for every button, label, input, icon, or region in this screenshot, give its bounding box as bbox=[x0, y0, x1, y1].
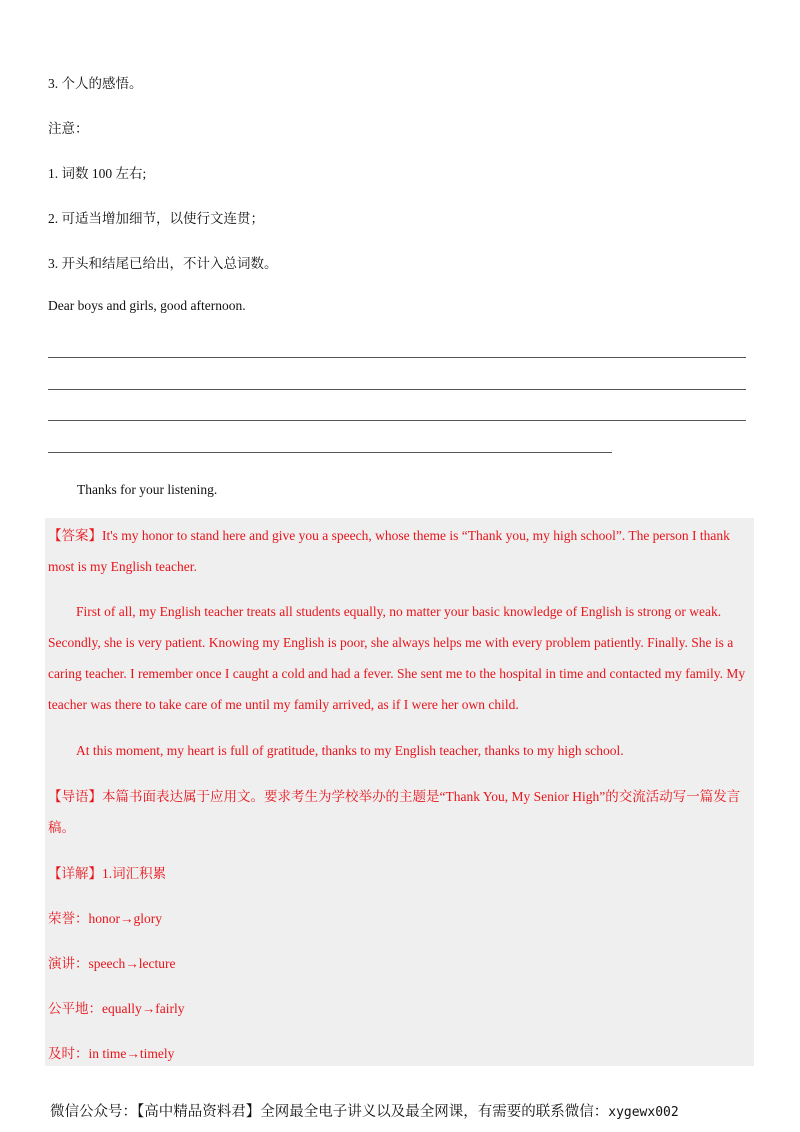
note-details: 2. 可适当增加细节，以使行文连贯； bbox=[48, 211, 264, 226]
note-opening-closing: 3. 开头和结尾已给出，不计入总词数。 bbox=[48, 256, 278, 271]
wechat-id: xygewx002 bbox=[608, 1105, 679, 1120]
answer-paragraph-2: First of all, my English teacher treats all students equally, no matter your basic knowledge of English is strong or weak. Secondly, she is very patient. Knowing my English is poor, she always helps me with every problem patiently. Finally. She is a caring teacher. I remember once I caught a cold and had a fever. She sent me to the hospital in time and contacted my family. My teacher was there to take care of me until my family arrived, as if I were her own child. bbox=[48, 604, 746, 712]
answer-line bbox=[48, 452, 612, 453]
guide-paragraph: 【导语】本篇书面表达属于应用文。要求考生为学校举办的主题是“Thank You, My Senior High”的交流活动写一篇发言稿。 bbox=[48, 789, 741, 835]
speech-opening: Dear boys and girls, good afternoon. bbox=[48, 298, 246, 313]
vocab-item: 荣誉：honor→glory bbox=[48, 911, 162, 926]
detail-tag: 【详解】 bbox=[48, 866, 102, 881]
notes-heading: 注意： bbox=[48, 121, 89, 136]
note-word-count: 1. 词数 100 左右; bbox=[48, 166, 147, 181]
answer-intro: 【答案】It's my honor to stand here and give you a speech, whose theme is “Thank you, my high school”. The person I thank most is my English teacher. bbox=[48, 528, 730, 574]
item-feeling: 3. 个人的感悟。 bbox=[48, 76, 143, 91]
answer-tag: 【答案】 bbox=[48, 528, 102, 543]
detail-heading: 【详解】1.词汇积累 bbox=[48, 866, 167, 881]
vocab-item: 演讲：speech→lecture bbox=[48, 956, 176, 971]
speech-closing: Thanks for your listening. bbox=[77, 482, 218, 497]
vocab-item: 公平地：equally→fairly bbox=[48, 1001, 185, 1016]
guide-tag: 【导语】 bbox=[48, 789, 102, 804]
answer-paragraph-3: At this moment, my heart is full of gratitude, thanks to my English teacher, thanks to my high school. bbox=[76, 743, 624, 758]
footer-text: 微信公众号：【高中精品资料君】全网最全电子讲义以及最全网课，有需要的联系微信： bbox=[50, 1104, 609, 1120]
answer-line bbox=[48, 389, 746, 390]
footer-banner bbox=[50, 1100, 679, 1121]
answer-line bbox=[48, 420, 746, 421]
answer-line bbox=[48, 357, 746, 358]
vocab-item: 及时：in time→timely bbox=[48, 1046, 175, 1061]
